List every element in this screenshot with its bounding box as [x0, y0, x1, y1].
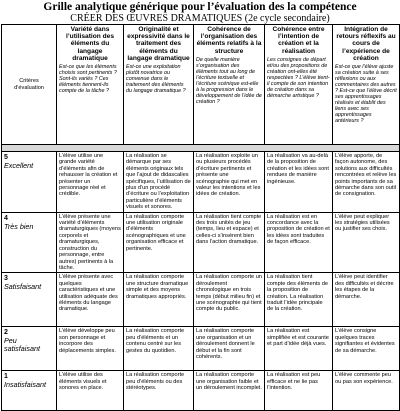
header-row: [2, 25, 400, 145]
table-row: [2, 273, 400, 327]
level-cell: [2, 327, 57, 371]
table-cell: La réalisation tient compte des éléments de la proposition de création. La réalisation traduit l’idée principale de la création.: [265, 273, 333, 327]
table-cell: La réalisation comporte une utilisation originale d’éléments scénographiques et une organisation efficace et pertinente.: [124, 212, 194, 273]
rubric-table: [1, 24, 400, 411]
column-question: De quelle manière s’organisation des éléments tout au long de l’écriture textuelle et l’écriture scénique est-elle à la progression dans le développement de l’idée de création ?: [196, 56, 262, 105]
table-cell: L’élève commente peu ou pas son expérience.: [333, 371, 400, 411]
column-header: [57, 25, 124, 145]
column-title: Variété dans l’utilisation des éléments du langage dramatique: [66, 26, 114, 62]
column-question: Est-ce une exploitation plutôt novatrice ou convenue dans le traitement des éléments du langage dramatique ?: [126, 64, 186, 95]
criteria-header: Critères d’évaluation: [2, 25, 57, 145]
level-number: 2: [4, 329, 8, 337]
table-cell: L’élève peut identifier des difficultés et décrire les étapes de la démarche.: [333, 273, 400, 327]
table-cell: La réalisation comporte un déroulement chronologique en trois temps (début milieu fin) et une scénographie qui tient compte du public.: [194, 273, 265, 327]
table-cell: La réalisation comporte peu d’éléments ou des stéréotypes.: [124, 371, 194, 411]
table-cell: L’élève consigne quelques traces signifiantes et évidentes de sa démarche.: [333, 327, 400, 371]
level-cell: [2, 212, 57, 273]
table-cell: La réalisation va au-delà de la proposition de création et les idées sont rendues de manière ingénieuse.: [265, 152, 333, 213]
table-row: [2, 152, 400, 213]
column-header: [265, 25, 333, 145]
table-cell: L’élève utilise des éléments visuels et sonores en place.: [57, 371, 124, 411]
table-row: [2, 371, 400, 411]
table-cell: La réalisation est peu efficace et ne lie pas l’intention.: [265, 371, 333, 411]
page-subtitle: CRÉER DES ŒUVRES DRAMATIQUES (2e cycle secondaire): [70, 13, 330, 24]
column-header: [333, 25, 400, 145]
table-cell: L’élève présente une variété d’éléments dramaturgiques (moyens corporels et dramaturgiques, construction du personnage, entre autres) pertinents à la tâche.: [57, 212, 124, 273]
level-name: Très bien: [4, 221, 34, 231]
column-question: Est-ce que les éléments choisis sont pertinents ? Sont-ils variés ? Ces éléments tiennent-ils compte de la tâche ?: [59, 64, 117, 95]
table-cell: L’élève développe peu son personnage et incorpore des déplacements simples.: [57, 327, 124, 371]
column-title: Originalité et expressivité dans le traitement des éléments du langage dramatique: [127, 26, 190, 62]
table-cell: La réalisation comporte une organisation faible et un déroulement incomplet.: [194, 371, 265, 411]
table-cell: La réalisation comporte une organisation et un déroulement donnent le début et la fin sont cohérents.: [194, 327, 265, 371]
table-cell: La réalisation tient compte des trois unités de jeu (temps, lieu et espace) et celles-ci s’insèrent bien dans l’action dramatique.: [194, 212, 265, 273]
table-cell: L’élève apporte, de façon autonome, des solutions aux difficultés rencontrées et relève les points importants de sa démarche dans son outil de consignation.: [333, 152, 400, 213]
table-row: [2, 327, 400, 371]
page-title: Grille analytique générique pour l’évaluation des la compétence: [43, 1, 357, 13]
level-cell: [2, 152, 57, 213]
table-cell: L’élève présente avec quelques caractéristiques et une utilisation adéquate des éléments du langage dramatique.: [57, 273, 124, 327]
separator: [2, 145, 400, 152]
separator-row: [2, 145, 400, 152]
column-question: Les consignes de départ et/ou des propositions de création ont-elles été respectées ? L’élève tient-il compte de son intention de création dans sa démarche artistique ?: [267, 56, 330, 99]
level-number: 5: [4, 154, 8, 161]
table-cell: La réalisation est simplifiée et est courante et part d’idée déjà vues.: [265, 327, 333, 371]
level-cell: [2, 371, 57, 411]
table-row: [2, 212, 400, 273]
table-cell: La réalisation comporte peu d’éléments et un contenu centré sur les gestes du quotidien.: [124, 327, 194, 371]
column-header: [194, 25, 265, 145]
column-title: Intégration de retours réflexifs au cours de l’expérience de création: [336, 26, 396, 62]
table-cell: L’élève utilise une grande variété d’éléments afin de rehausser la création et présenter un personnage réel et crédible.: [57, 152, 124, 213]
table-cell: La réalisation exploite un ou plusieurs procédés d’écriture pertinents et présente une scénographie qui met en valeur les intentions et les idées de création.: [194, 152, 265, 213]
column-header: [124, 25, 194, 145]
level-number: 1: [4, 373, 8, 381]
table-cell: La réalisation est en concordance avec la proposition de création et les idées sont traduites de façon efficace.: [265, 212, 333, 273]
level-name: Peu satisfaisant: [4, 336, 40, 354]
level-name: Satisfaisant: [4, 282, 42, 292]
table-cell: La réalisation comporte une structure dramatique simple et des moyens dramatiques appropriés.: [124, 273, 194, 327]
column-title: Cohérence entre l’intention de création et la réalisation: [272, 26, 325, 55]
level-name: Insatisfaisant: [4, 380, 46, 390]
column-title: Cohérence de l’organisation des éléments relatifs à la structure: [196, 26, 262, 55]
column-question: Est-ce que l’élève ajuste sa création suite à ses réflexions ou aux commentaires des autres ? Est-ce que l’élève décrit ses apprentissages réalisés et établit des liens avec ses apprentissages antérieurs ?: [335, 64, 397, 125]
table-cell: La réalisation se démarque par ses éléments originaux tels que l’ajout de didascalies spécifiques, l’utilisation de plus d’un procédé d’écriture ou l’exploitation particulière d’éléments visuels et sonores.: [124, 152, 194, 213]
level-cell: [2, 273, 57, 327]
level-number: 4: [4, 214, 8, 222]
level-name: Excellent: [4, 161, 34, 170]
level-number: 3: [4, 275, 8, 283]
table-cell: L’élève peut expliquer les stratégies utilisées ou justifier ses choix.: [333, 212, 400, 273]
